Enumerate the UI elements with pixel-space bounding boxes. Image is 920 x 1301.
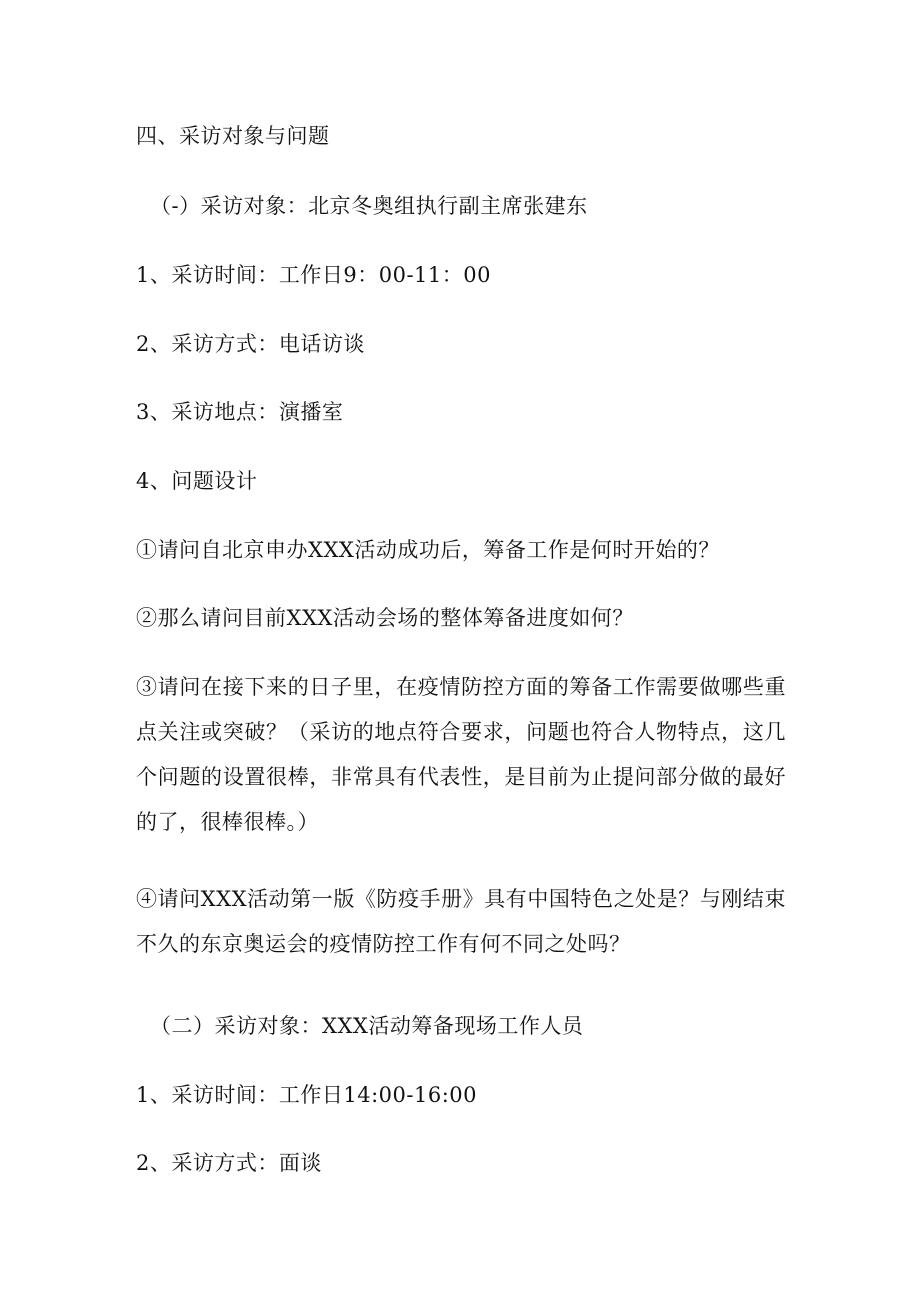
question-2: ②那么请问目前XXX活动会场的整体筹备进度如何？ <box>136 606 634 630</box>
part2-time: 1、采访时间：工作日14:00-16:00 <box>136 1083 477 1107</box>
part2-method: 2、采访方式：面谈 <box>136 1151 322 1175</box>
part1-location: 3、采访地点：演播室 <box>136 400 344 424</box>
question-3: ③请问在接下来的日子里，在疫情防控方面的筹备工作需要做哪些重点关注或突破？（采访的地点符合要求，问题也符合人物特点，这几个问题的设置很棒，非常具有代表性，是目前为止提问部分做的最好的了，很棒很棒。） <box>136 675 786 834</box>
part1-heading: （-）采访对象：北京冬奥组执行副主席张建东 <box>150 194 588 218</box>
question-4: ④请问XXX活动第一版《防疫手册》具有中国特色之处是？与刚结束不久的东京奥运会的疫情防控工作有何不同之处吗？ <box>136 887 786 956</box>
part1-time: 1、采访时间：工作日9：00-11：00 <box>136 263 491 287</box>
part1-method: 2、采访方式：电话访谈 <box>136 332 365 356</box>
part1-question-design: 4、问题设计 <box>136 469 258 493</box>
part2-heading: （二）采访对象：XXX活动筹备现场工作人员 <box>150 1014 584 1038</box>
question-1: ①请问自北京申办XXX活动成功后，筹备工作是何时开始的？ <box>136 538 720 562</box>
section-heading: 四、采访对象与问题 <box>136 124 330 148</box>
